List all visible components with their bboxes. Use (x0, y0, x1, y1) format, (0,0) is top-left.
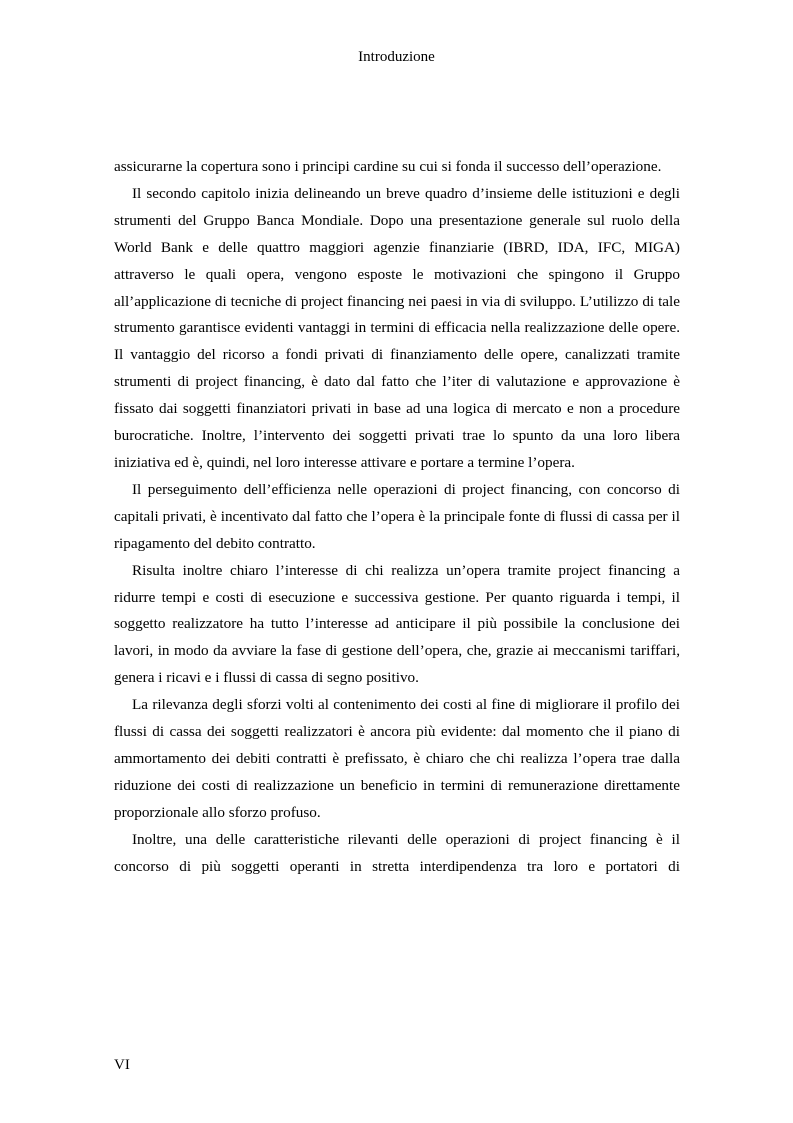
paragraph-contenimento-costi: La rilevanza degli sforzi volti al contenimento dei costi al fine di migliorare il profilo dei flussi di cassa dei soggetti realizzatori è ancora più evidente: dal momento che il piano di ammortamento dei debiti contratti è prefissato, è chiaro che chi realizza l’opera trae dalla riduzione dei costi di realizzazione un beneficio in termini di remunerazione direttamente proporzionale allo sforzo profuso. (114, 696, 680, 821)
paragraph-continuation: assicurarne la copertura sono i principi cardine su cui si fonda il successo dell’operazione. (114, 158, 662, 175)
running-header (0, 48, 793, 66)
paragraph-concorso-soggetti: Inoltre, una delle caratteristiche rilevanti delle operazioni di project financing è il concorso di più soggetti operanti in stretta interdipendenza tra loro e portatori di (114, 830, 680, 875)
paragraph-interesse-tempi-costi: Risulta inoltre chiaro l’interesse di chi realizza un’opera tramite project financing a ridurre tempi e costi di esecuzione e successiva gestione. Per quanto riguarda i tempi, il soggetto realizzatore ha tutto l’interesse ad anticipare il più possibile la conclusione dei lavori, in modo da avviare la fase di gestione dell’opera, che, grazie ai meccanismi tariffari, genera i ricavi e i flussi di cassa di segno positivo. (114, 561, 680, 687)
header-title: Introduzione (358, 49, 435, 65)
body-text (114, 154, 680, 880)
paragraph-perseguimento-efficienza: Il perseguimento dell’efficienza nelle operazioni di project financing, con concorso di capitali privati, è incentivato dal fatto che l’opera è la principale fonte di flussi di cassa per il ripagamento del debito contratto. (114, 480, 680, 552)
page-number: VI (114, 1057, 130, 1073)
paragraph-secondo-capitolo: Il secondo capitolo inizia delineando un breve quadro d’insieme delle istituzioni e degli strumenti del Gruppo Banca Mondiale. Dopo una presentazione generale sul ruolo della World Bank e delle quattro maggiori agenzie finanziarie (IBRD, IDA, IFC, MIGA) attraverso le quali opera, vengono esposte le motivazioni che spingono il Gruppo all’applicazione di tecniche di project financing nei paesi in via di sviluppo. L’utilizzo di tale strumento garantisce evidenti vantaggi in termini di efficacia nella realizzazione delle opere. Il vantaggio del ricorso a fondi privati di finanziamento delle opere, canalizzati tramite strumenti di project financing, è dato dal fatto che l’iter di valutazione e approvazione è fissato dai soggetti finanziatori privati in base ad una logica di mercato e non a procedure burocratiche. Inoltre, l’intervento dei soggetti privati trae lo spunto da una loro libera iniziativa ed è, quindi, nel loro interesse attivare e portare a termine l’opera. (114, 184, 680, 471)
